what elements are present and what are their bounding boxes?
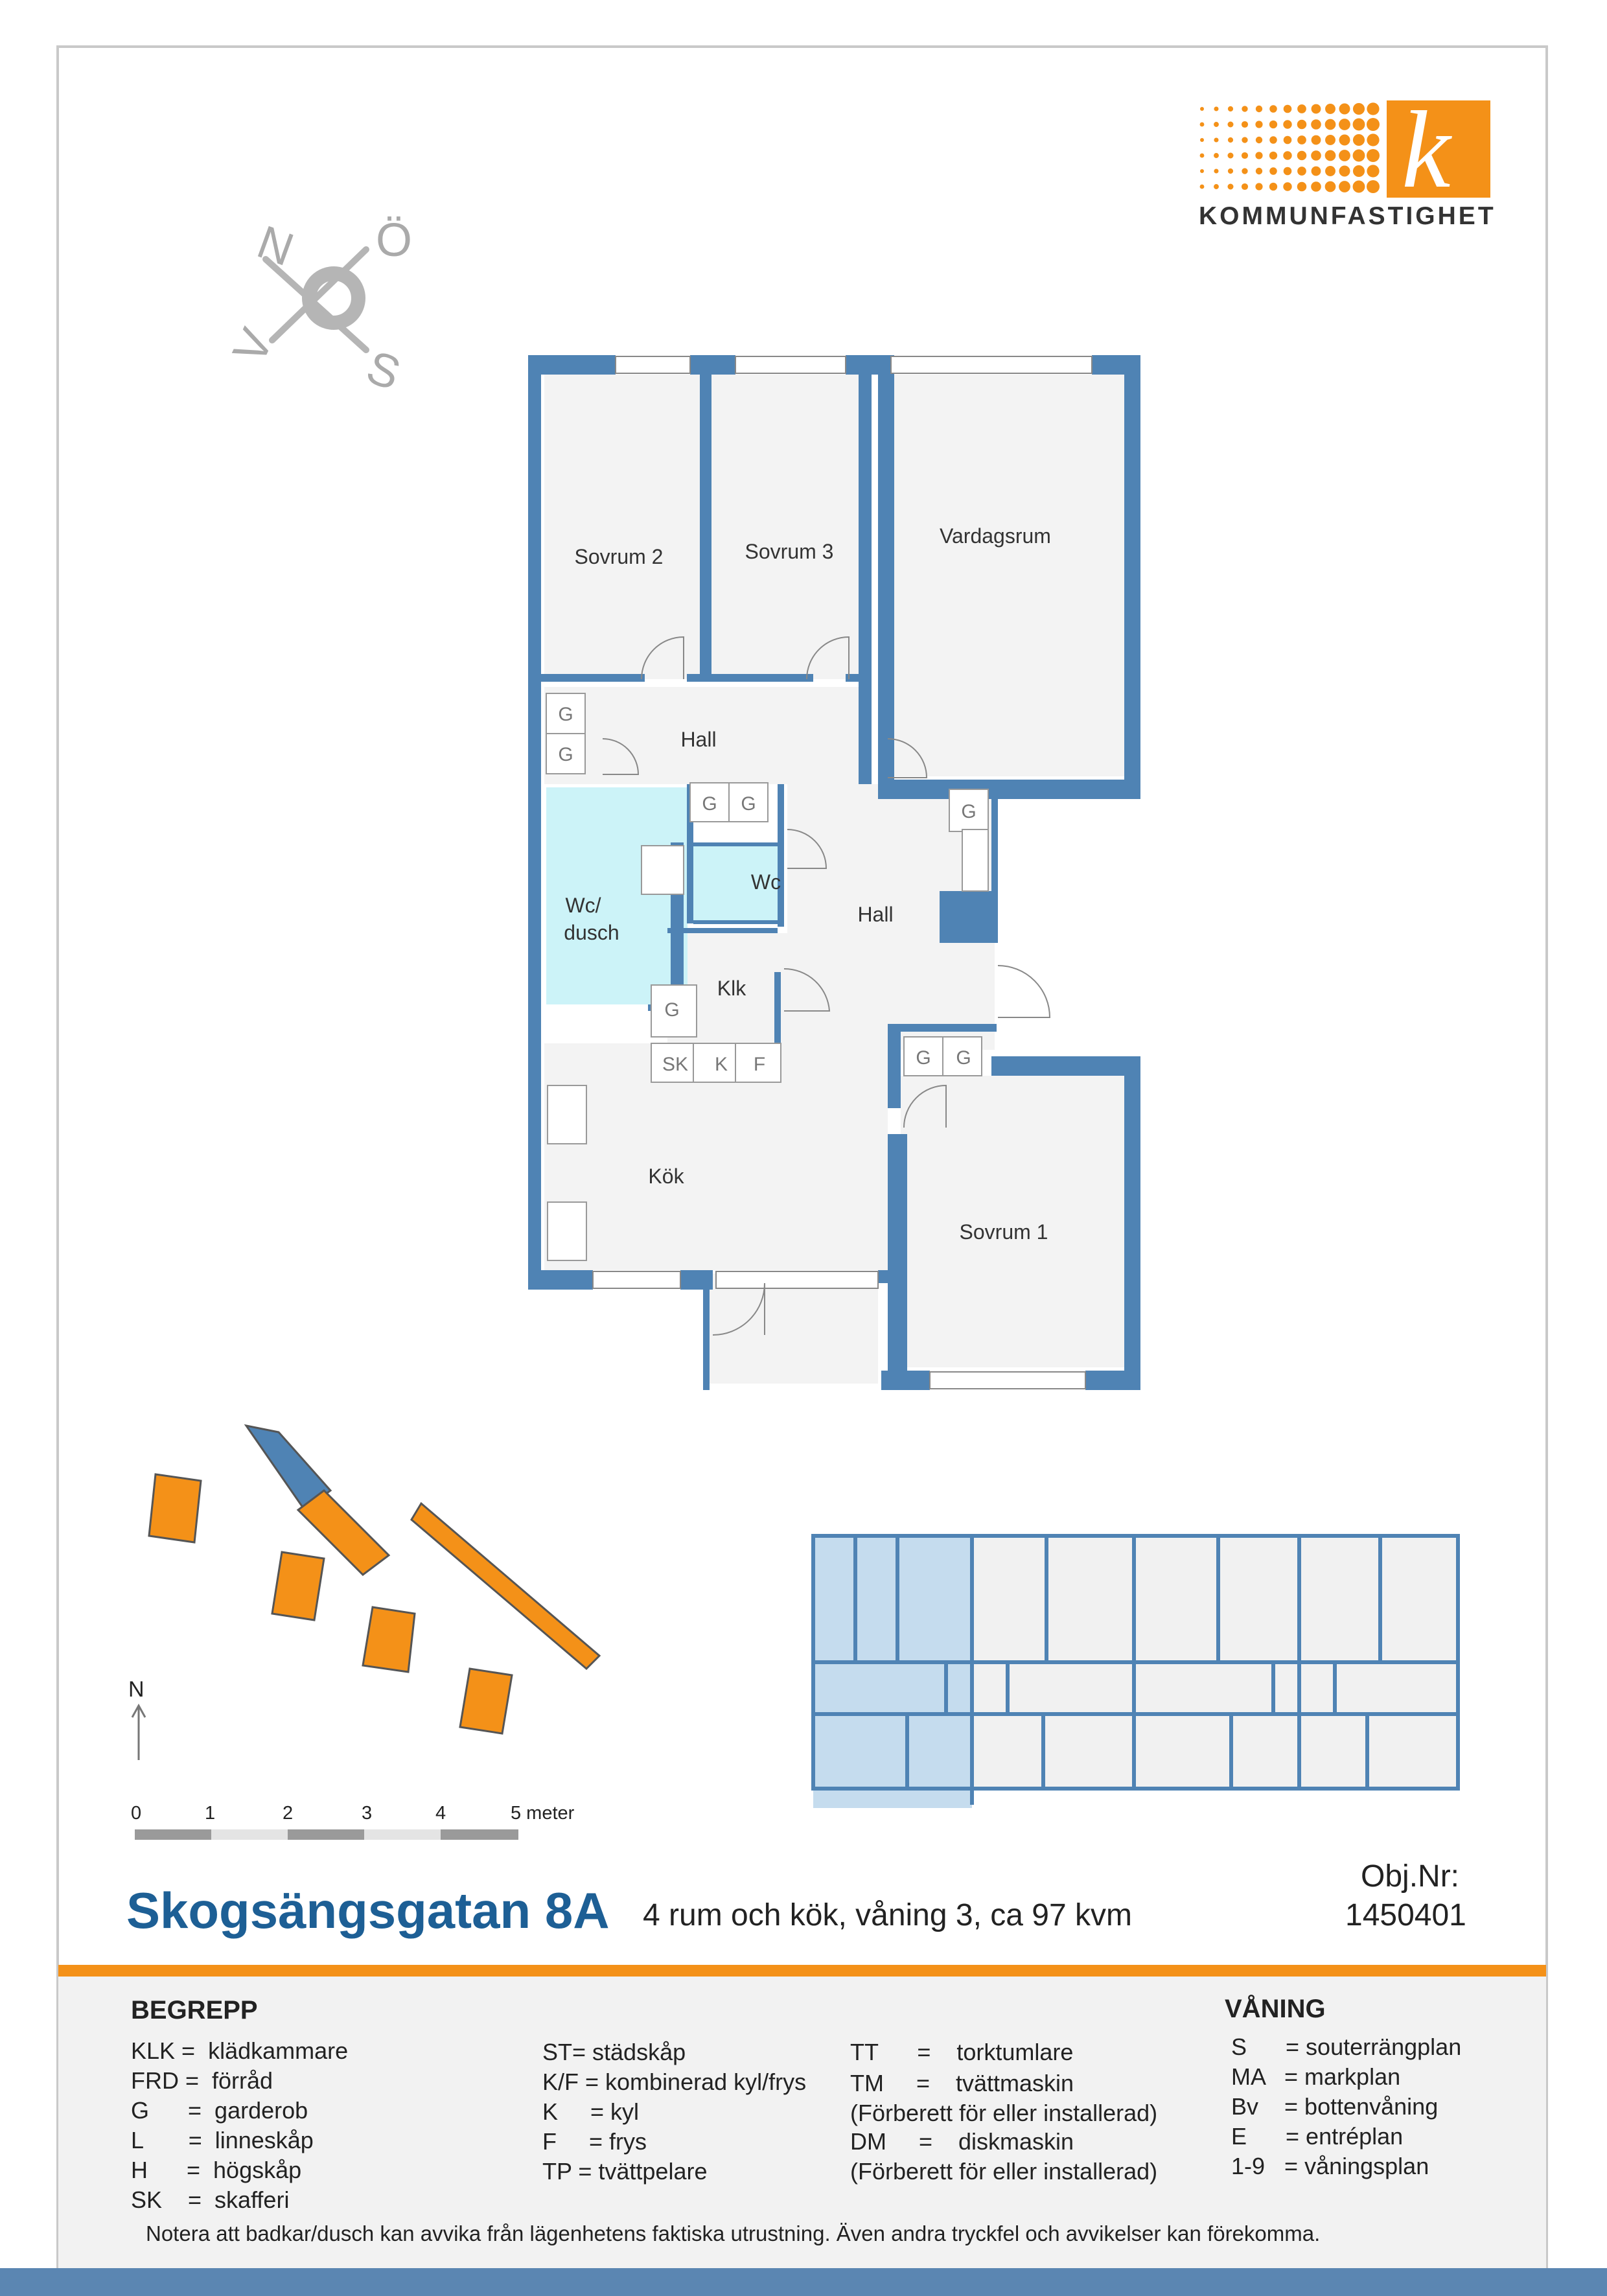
room-hall-upper: Hall	[680, 728, 717, 751]
legend-item: (Förberett för eller installerad)	[850, 2158, 1158, 2185]
legend-item: K/F = kombinerad kyl/frys	[542, 2069, 807, 2095]
garderob-label: G	[956, 1047, 971, 1069]
address-title: Skogsängsgatan 8A	[126, 1882, 610, 1939]
garderob-label: G	[961, 801, 977, 822]
legend-item: KLK = klädkammare	[131, 2037, 349, 2064]
divider-line	[58, 1965, 1546, 1977]
room-kok: Kök	[648, 1165, 684, 1188]
north-arrow-icon	[130, 1703, 148, 1761]
disclaimer-note: Notera att badkar/dusch kan avvika från lägenhetens faktiska utrustning. Även andra tryckfel och avvikelser kan förekomma.	[146, 2221, 1321, 2245]
legend-item: TM = tvättmaskin	[850, 2070, 1074, 2096]
kyl-label: K	[714, 1054, 728, 1075]
brand-name: KOMMUNFASTIGHET	[1199, 202, 1496, 230]
compass-s: S	[360, 341, 407, 400]
compass-o: Ö	[376, 215, 413, 266]
legend-item: DM = diskmaskin	[850, 2128, 1074, 2155]
legend-item: (Förberett för eller installerad)	[850, 2100, 1158, 2126]
scale-tick-5: 5 meter	[511, 1803, 575, 1824]
legend-item: E = entréplan	[1231, 2123, 1404, 2150]
legend-item: 1-9 = våningsplan	[1231, 2153, 1429, 2179]
room-sovrum-3: Sovrum 3	[745, 540, 834, 563]
room-wc: Wc	[750, 870, 781, 894]
logo-letter: k	[1402, 97, 1451, 198]
legend-item: L = linneskåp	[131, 2127, 314, 2153]
scale-tick-3: 3	[362, 1803, 373, 1824]
scale-tick-4: 4	[435, 1803, 446, 1824]
building-key-plan	[810, 1533, 1464, 1818]
room-vardagsrum: Vardagsrum	[940, 524, 1051, 548]
object-number-label: Obj.Nr:	[1361, 1859, 1460, 1894]
bottom-bar	[0, 2268, 1607, 2296]
legend-item: Bv = bottenvåning	[1231, 2093, 1439, 2120]
room-wc-dusch: Wc/	[565, 894, 601, 917]
room-hall: Hall	[857, 903, 894, 926]
scale-bar	[135, 1829, 518, 1840]
garderob-label: G	[558, 704, 573, 725]
legend-item: TP = tvättpelare	[542, 2158, 708, 2185]
scale-tick-2: 2	[283, 1803, 294, 1824]
room-sovrum-1: Sovrum 1	[959, 1220, 1048, 1244]
legend-item: FRD = förråd	[131, 2067, 273, 2094]
object-number: 1450401	[1345, 1898, 1466, 1932]
legend-item: SK = skafferi	[131, 2186, 290, 2213]
room-wc-dusch: dusch	[564, 921, 619, 944]
frys-label: F	[753, 1054, 766, 1075]
garderob-label: G	[702, 793, 717, 815]
site-plan	[117, 1413, 622, 1737]
apartment-description: 4 rum och kök, våning 3, ca 97 kvm	[643, 1898, 1133, 1932]
legend-item: K = kyl	[542, 2098, 640, 2125]
scale-tick-1: 1	[205, 1803, 216, 1824]
room-klk: Klk	[717, 977, 746, 1000]
room-sovrum-2: Sovrum 2	[574, 545, 664, 568]
legend-item: MA = markplan	[1231, 2063, 1401, 2090]
compass-n: N	[250, 216, 301, 277]
garderob-label: G	[664, 999, 680, 1021]
garderob-label: G	[558, 744, 573, 765]
compass-v: V	[223, 321, 284, 371]
legend-item: TT = torktumlare	[850, 2039, 1074, 2065]
legend-item: ST= städskåp	[542, 2039, 686, 2065]
legend-item: G = garderob	[131, 2097, 308, 2124]
scale-tick-0: 0	[131, 1803, 142, 1824]
site-north-label: N	[128, 1677, 145, 1702]
legend-vaning-title: VÅNING	[1225, 1995, 1326, 2023]
legend-item: S = souterrängplan	[1231, 2034, 1462, 2060]
legend-item: F = frys	[542, 2128, 647, 2155]
legend-item: H = högskåp	[131, 2157, 302, 2183]
legend-begrepp-title: BEGREPP	[131, 1996, 258, 2024]
garderob-label: G	[741, 793, 756, 815]
garderob-label: G	[916, 1047, 931, 1069]
skafferi-label: SK	[662, 1054, 689, 1075]
